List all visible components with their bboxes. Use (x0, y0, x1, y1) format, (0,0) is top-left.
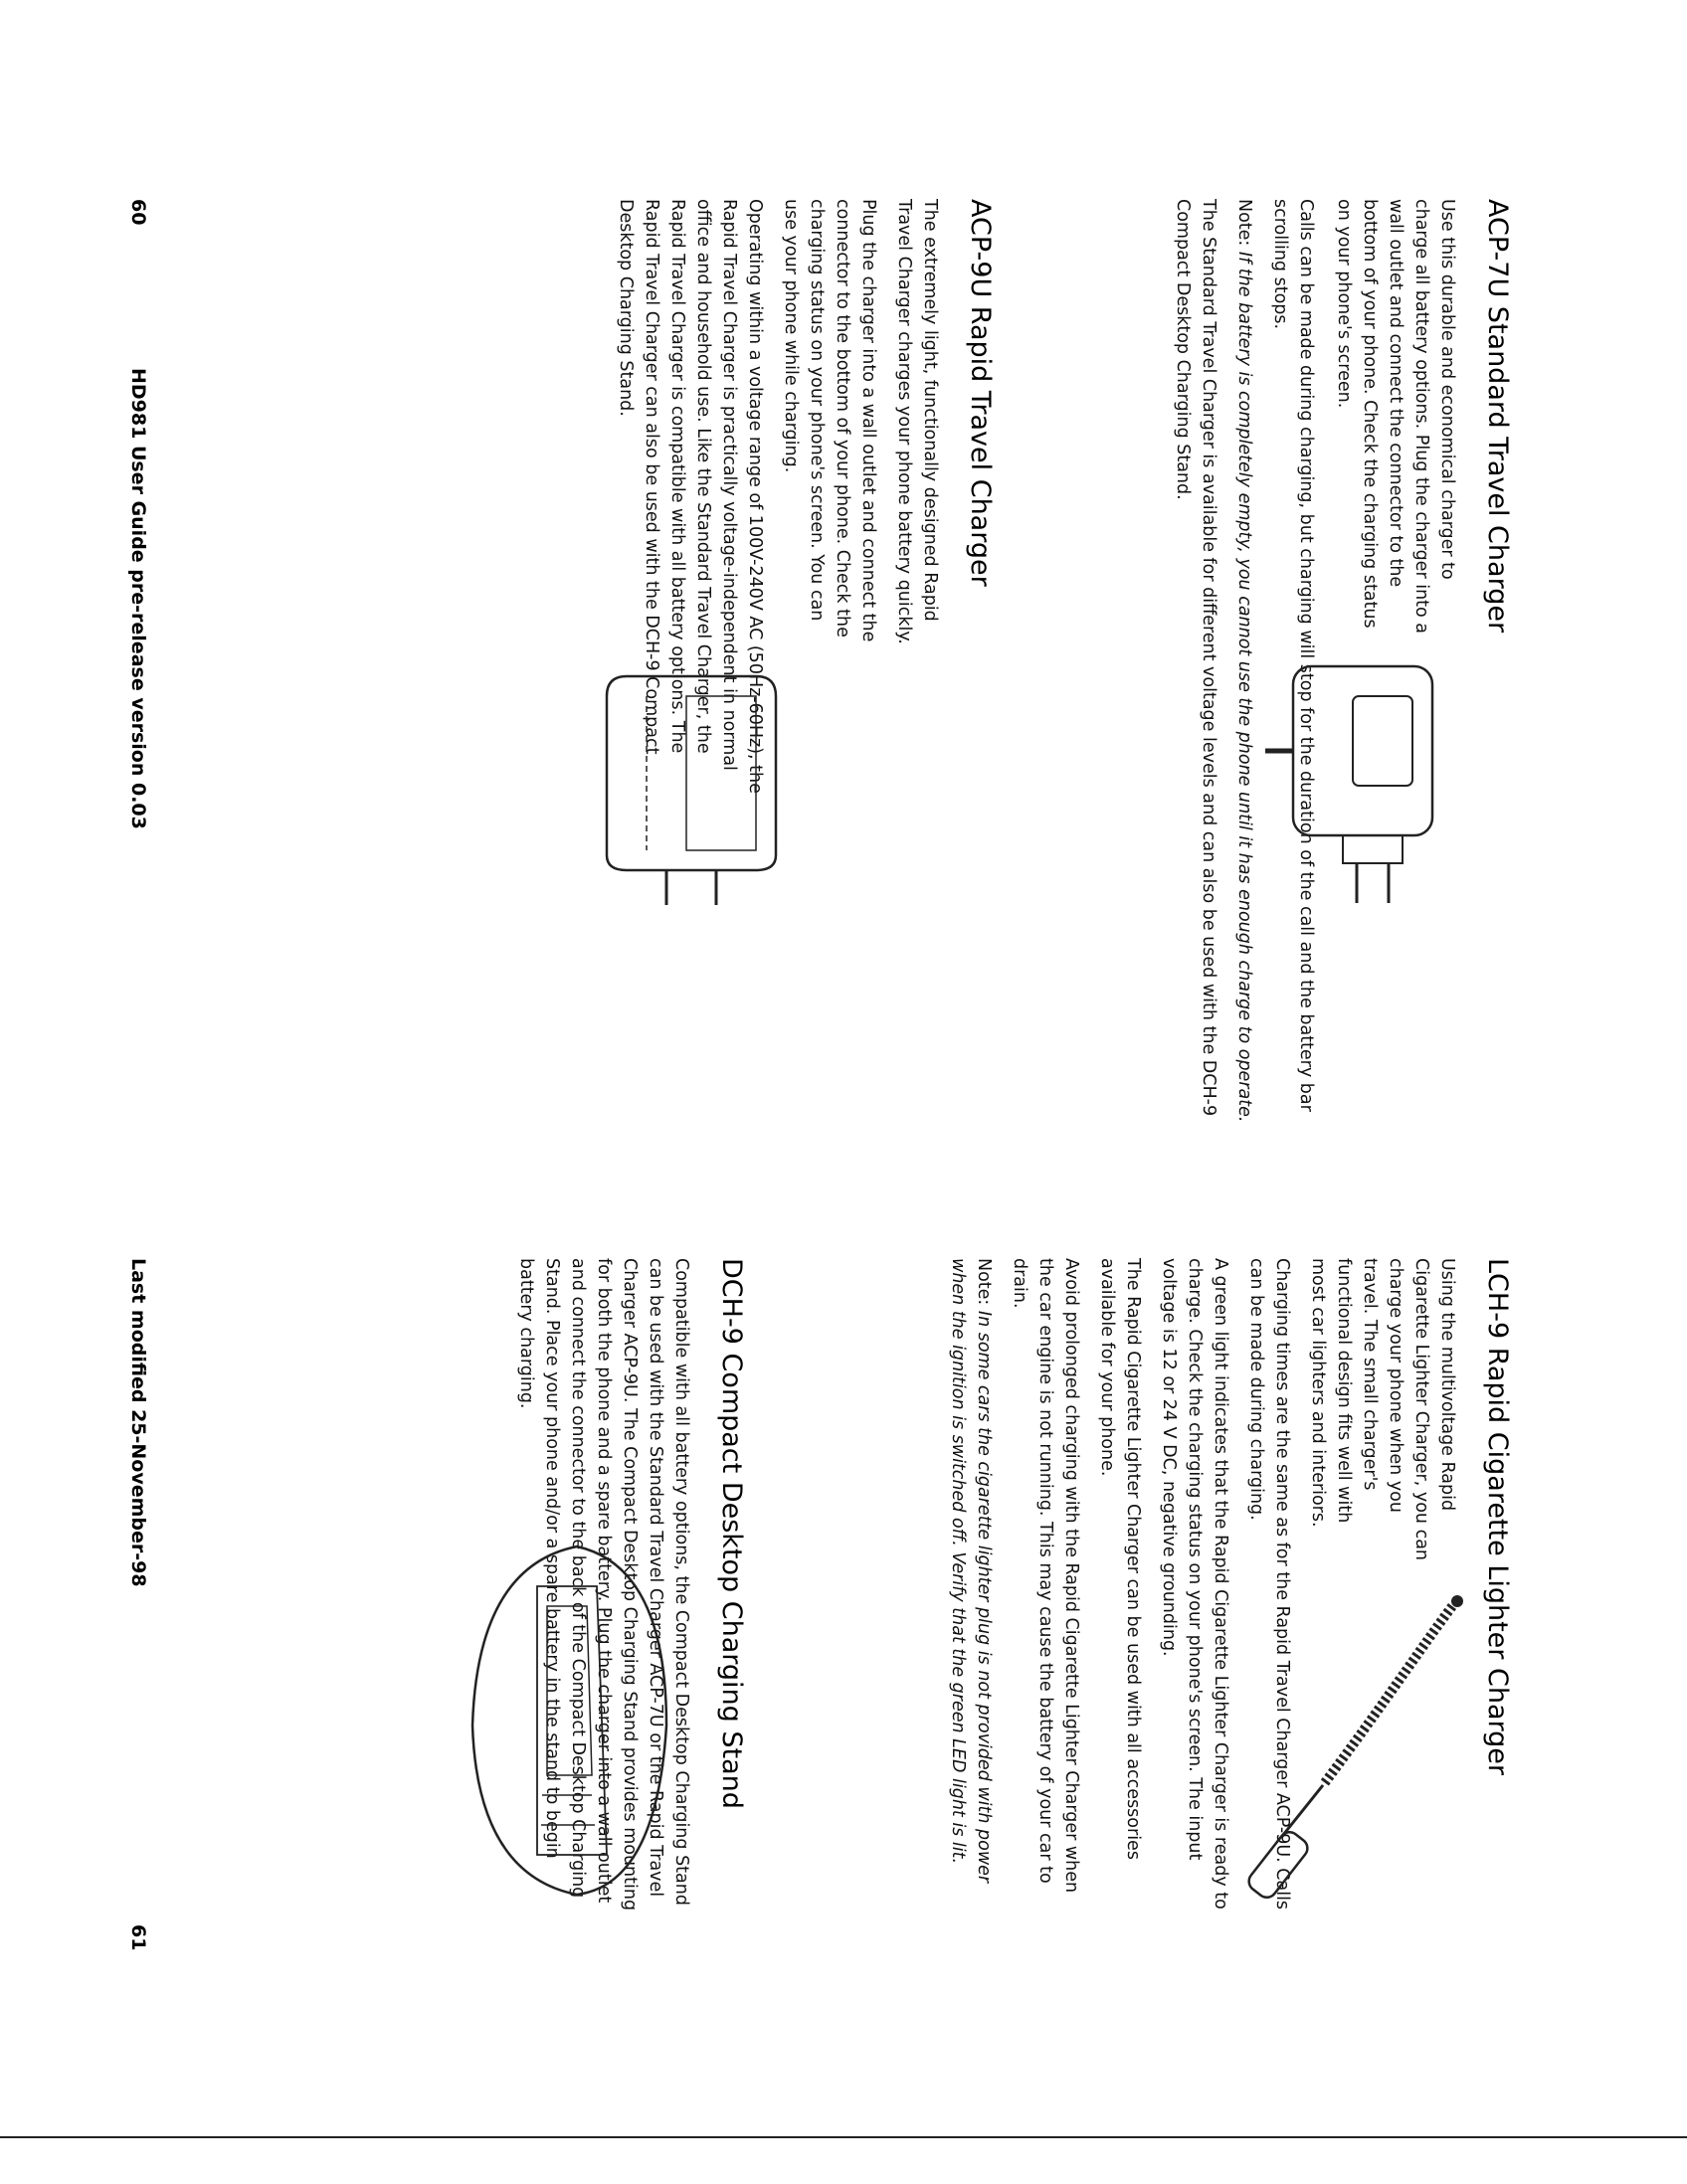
lch9-para-4: The Rapid Cigarette Lighter Charger can be used with all accessories available for your phone. (1097, 1258, 1144, 1860)
left-footer (109, 199, 149, 1094)
cigarette-lighter-charger-illustration (1233, 1586, 1482, 1914)
left-page (318, 199, 1512, 1124)
charging-stand-icon (458, 1527, 686, 1914)
footer-guide-version: HD981 User Guide pre-release version 0.03 (127, 368, 149, 829)
acp7u-note-text: If the battery is completely empty, you cannot use the phone until it has enough charge to operate. (1234, 251, 1255, 1123)
dch9-heading: DCH-9 Compact Desktop Charging Stand (716, 1258, 747, 1809)
note-label: Note: (1234, 199, 1255, 247)
lch9-note (945, 1258, 997, 1914)
acp7u-heading: ACP-7U Standard Travel Charger (1482, 199, 1513, 634)
right-footer (109, 1258, 149, 2153)
page-number-61: 61 (127, 1924, 149, 1951)
right-page (269, 1258, 1512, 1914)
acp7u-para-1: Use this durable and economical charger to charge all battery options. Plug the charger into a wall outlet and connect the connector to the bottom of your phone. Check the charging status on your phone's screen. (1334, 199, 1458, 635)
bottom-rule (0, 2136, 1687, 2138)
lch9-note-text: In some cars the cigarette lighter plug is not provided with power when the ignition is switched off. Verify that the green LED light is lit. (948, 1258, 995, 1884)
lch9-para-5: Avoid prolonged charging with the Rapid Cigarette Lighter Charger when the car engine is not running. This may cause the battery of your car to drain. (1010, 1258, 1082, 1894)
travel-charger-icon (1263, 637, 1472, 915)
acp7u-para-3: The Standard Travel Charger is available for different voltage levels and can also be used with the DCH-9 Compact Desktop Charging Stand. (1173, 199, 1219, 1117)
acp9u-para-2: Plug the charger into a wall outlet and connect the connector to the bottom of your phone. Check the charging status on your phone's screen. You can use your phone while charging. (781, 199, 879, 642)
standard-travel-charger-illustration (1263, 637, 1472, 915)
acp7u-note (1231, 199, 1257, 1124)
lch9-para-3: A green light indicates that the Rapid Cigarette Lighter Charger is ready to charge. Check the charging status on your phone's screen. The input voltage is 12 or 24 V DC, negative grounding. (1159, 1258, 1231, 1910)
lch9-para-2: Charging times are the same as for the Rapid Travel Charger ACP-9U. Calls can be made during charging. (1246, 1258, 1293, 1911)
lighter-charger-icon (1233, 1586, 1482, 1914)
acp7u-para-2: Calls can be made during charging, but charging will stop for the duration of the call and the battery bar scrolling stops. (1270, 199, 1317, 1112)
desktop-charging-stand-illustration (458, 1527, 686, 1914)
acp9u-para-3: Operating within a voltage range of 100V-240V AC (50Hz-60Hz), the Rapid Travel Charger is practically voltage-independent in normal office and household use. Like the Standard Travel Charger, the Rapid Travel Charger is compatible with all battery options. The Rapid Travel Charger can also be used with the DCH-9 Compact Desktop Charging Stand. (616, 199, 766, 794)
dch9-para-1: Compatible with all battery options, the Compact Desktop Charging Stand can be used with the Standard Travel Charger ACP-7U or the Rapid Travel Charger ACP-9U. The Compact Desktop Charging Stand provides mounting for both the phone and a spare battery. Plug the charger into a wall outlet and connect the connector to the back of the Compact Desktop Charging Stand. Place your phone and/or a spare battery in the stand to begin battery charging. (516, 1258, 692, 1911)
page-number-60: 60 (127, 199, 149, 226)
acp9u-para-1: The extremely light, functionally designed Rapid Travel Charger charges your phone battery quickly. (894, 199, 941, 644)
footer-last-modified: Last modified 25-November-98 (127, 1258, 149, 1587)
rapid-travel-charger-illustration (577, 656, 796, 915)
lch9-para-1: Using the multivoltage Rapid Cigarette Lighter Charger, you can charge your phone when you travel. The small charger's functional design fits well with most car lighters and interiors. (1308, 1258, 1458, 1561)
acp9u-heading: ACP-9U Rapid Travel Charger (965, 199, 996, 587)
rapid-charger-icon (577, 656, 796, 915)
lch9-heading: LCH-9 Rapid Cigarette Lighter Charger (1482, 1258, 1513, 1775)
note-label: Note: (974, 1258, 995, 1306)
